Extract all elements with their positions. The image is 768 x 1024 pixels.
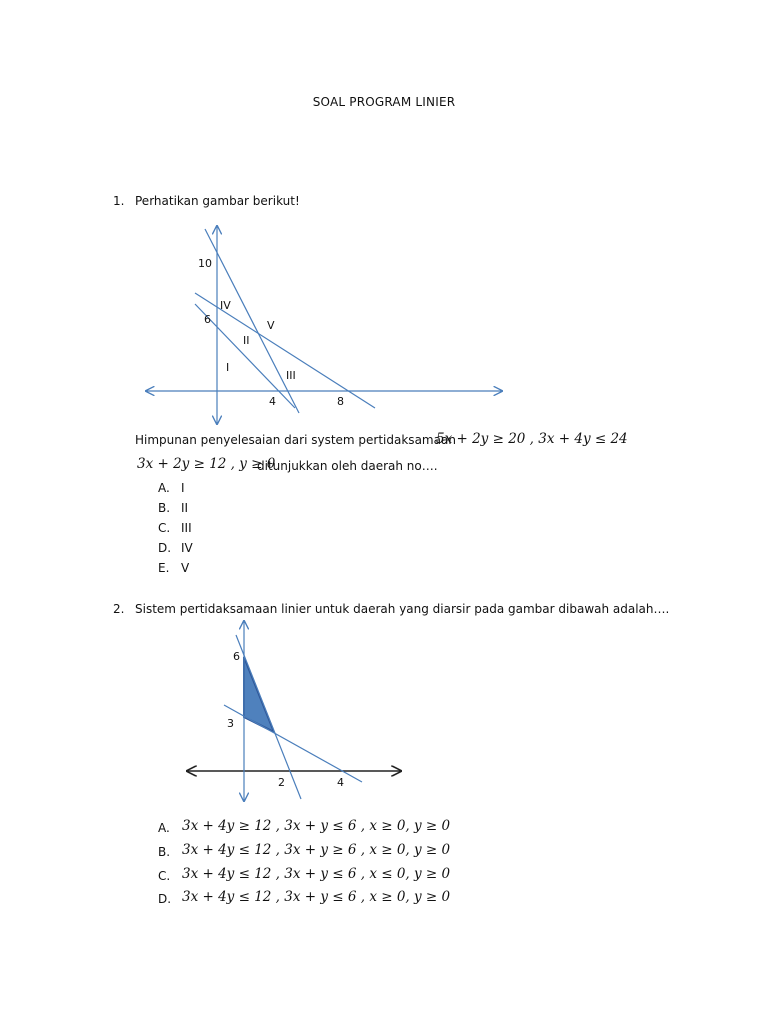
region-label-1: I xyxy=(226,361,230,374)
label-x-4: 4 xyxy=(337,776,344,789)
line-5x-2y-20 xyxy=(205,229,299,413)
question-1-figure xyxy=(140,220,510,430)
option-c-text: 3x + 4y ≤ 12 , 3x + y ≤ 6 , x ≤ 0, y ≥ 0 xyxy=(182,866,451,882)
question-2-number: 2. xyxy=(113,602,125,616)
option-d-letter: D. xyxy=(158,541,172,555)
question-1-inequalities-1: 5x + 2y ≥ 20 , 3x + 4y ≤ 24 xyxy=(436,431,628,447)
option-d-letter: D. xyxy=(158,892,172,906)
question-1-stem-part-1: Himpunan penyelesaian dari system pertidaksamaan xyxy=(135,433,456,447)
option-a-text: I xyxy=(181,481,185,495)
question-2-figure xyxy=(182,615,407,810)
region-label-4: IV xyxy=(220,299,231,312)
option-d-text: IV xyxy=(181,541,193,555)
region-label-2: II xyxy=(243,334,250,347)
question-1-number: 1. xyxy=(113,194,125,208)
option-b-text: 3x + 4y ≤ 12 , 3x + y ≥ 6 , x ≥ 0, y ≥ 0 xyxy=(182,842,451,858)
option-a-letter: A. xyxy=(158,481,170,495)
option-b-text: II xyxy=(181,501,189,515)
label-y-6: 6 xyxy=(204,313,211,326)
option-b-letter: B. xyxy=(158,845,171,859)
option-d-text: 3x + 4y ≤ 12 , 3x + y ≤ 6 , x ≥ 0, y ≥ 0 xyxy=(182,889,451,905)
option-c-letter: C. xyxy=(158,521,171,535)
option-e-text: V xyxy=(181,561,190,575)
label-y-3: 3 xyxy=(227,717,234,730)
question-2-prompt: Sistem pertidaksamaan linier untuk daerah yang diarsir pada gambar dibawah adalah…. xyxy=(135,602,670,616)
option-c-text: III xyxy=(181,521,192,535)
label-y-6: 6 xyxy=(233,650,240,663)
label-x-8: 8 xyxy=(337,395,344,408)
label-x-4: 4 xyxy=(269,395,276,408)
option-b-letter: B. xyxy=(158,501,171,515)
region-label-3: III xyxy=(286,369,296,382)
option-a-letter: A. xyxy=(158,821,170,835)
question-1-inequalities-2: 3x + 2y ≥ 12 , y ≥ 0 xyxy=(137,456,276,472)
label-y-10: 10 xyxy=(198,257,212,270)
question-1-stem-part-2: ditunjukkan oleh daerah no…. xyxy=(257,459,438,473)
option-e-letter: E. xyxy=(158,561,170,575)
option-a-text: 3x + 4y ≥ 12 , 3x + y ≤ 6 , x ≥ 0, y ≥ 0 xyxy=(182,818,451,834)
page-title: SOAL PROGRAM LINIER xyxy=(312,95,456,109)
label-x-2: 2 xyxy=(278,776,285,789)
question-1-prompt: Perhatikan gambar berikut! xyxy=(135,194,300,208)
region-label-5: V xyxy=(267,319,275,332)
option-c-letter: C. xyxy=(158,869,171,883)
